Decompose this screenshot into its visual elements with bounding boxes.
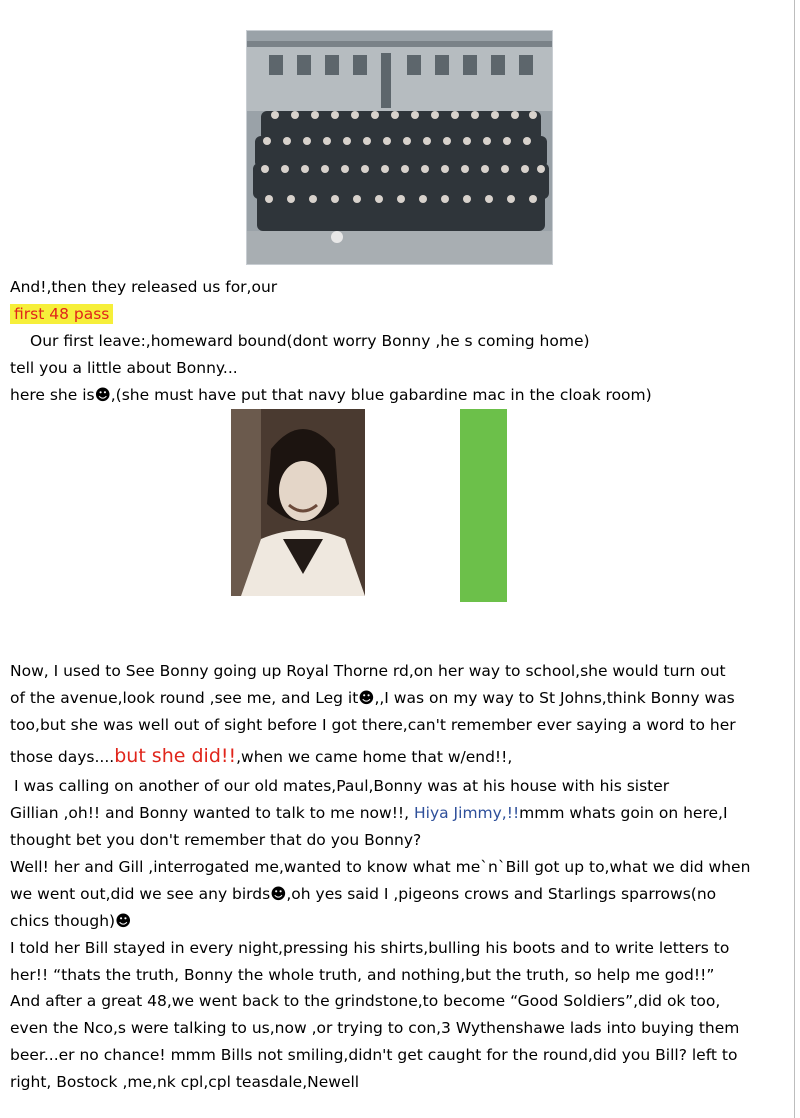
bonny-portrait bbox=[231, 409, 365, 596]
first-leave-line: Our first leave:,homeward bound(dont worry Bonny ,he s coming home) bbox=[30, 332, 590, 350]
story-line-9: we went out,did we see any birds☻,oh yes said I ,pigeons crows and Starlings sparrows(no bbox=[10, 885, 717, 903]
story-line-13: And after a great 48,we went back to the grindstone,to become “Good Soldiers”,did ok too, bbox=[10, 992, 721, 1010]
group-photo-image bbox=[247, 31, 552, 264]
green-bar bbox=[460, 409, 507, 602]
first-48-pass-highlight: first 48 pass bbox=[10, 304, 113, 324]
but-she-did-text: but she did!! bbox=[114, 745, 237, 767]
page-edge bbox=[794, 0, 795, 1118]
story-line-15: beer...er no chance! mmm Bills not smiling,didn't get caught for the round,did you Bill? left to bbox=[10, 1046, 738, 1064]
intro-line: And!,then they released us for,our bbox=[10, 278, 278, 296]
hiya-jimmy-text: Hiya Jimmy,!! bbox=[414, 804, 520, 822]
gillian-text: Gillian ,oh!! and Bonny wanted to talk to me now!!, bbox=[10, 804, 414, 822]
story-line-7: thought bet you don't remember that do you Bonny? bbox=[10, 831, 422, 849]
whats-goin-on-text: mmm whats goin on here,I bbox=[519, 804, 728, 822]
story-line-11: I told her Bill stayed in every night,pressing his shirts,bulling his boots and to write letters to bbox=[10, 939, 730, 957]
came-home-text: ,when we came home that w/end!!, bbox=[236, 748, 513, 766]
group-photo bbox=[246, 30, 553, 265]
here-she-is-line: here she is☻,(she must have put that navy blue gabardine mac in the cloak room) bbox=[10, 386, 652, 404]
pass-label-line bbox=[10, 304, 113, 324]
story-line-5: I was calling on another of our old mates,Paul,Bonny was at his house with his sister bbox=[14, 777, 670, 795]
story-line-10: chics though)☻ bbox=[10, 912, 132, 930]
story-line-1: Now, I used to See Bonny going up Royal Thorne rd,on her way to school,she would turn out bbox=[10, 662, 726, 680]
story-line-3: too,but she was well out of sight before I got there,can't remember ever saying a word to her bbox=[10, 716, 736, 734]
story-line-12: her!! “thats the truth, Bonny the whole truth, and nothing,but the truth, so help me god!!” bbox=[10, 966, 715, 984]
story-line-14: even the Nco,s were talking to us,now ,or trying to con,3 Wythenshawe lads into buying them bbox=[10, 1019, 740, 1037]
story-line-8: Well! her and Gill ,interrogated me,wanted to know what me`n`Bill got up to,what we did when bbox=[10, 858, 751, 876]
story-line-4 bbox=[10, 746, 512, 767]
about-bonny-line: tell you a little about Bonny... bbox=[10, 359, 238, 377]
story-line-6 bbox=[10, 803, 728, 823]
bonny-portrait-image bbox=[231, 409, 365, 596]
story-line-2: of the avenue,look round ,see me, and Leg it☻,,I was on my way to St Johns,think Bonny was bbox=[10, 689, 735, 707]
story-line-16: right, Bostock ,me,nk cpl,cpl teasdale,Newell bbox=[10, 1073, 360, 1091]
those-days-text: those days.... bbox=[10, 748, 115, 766]
